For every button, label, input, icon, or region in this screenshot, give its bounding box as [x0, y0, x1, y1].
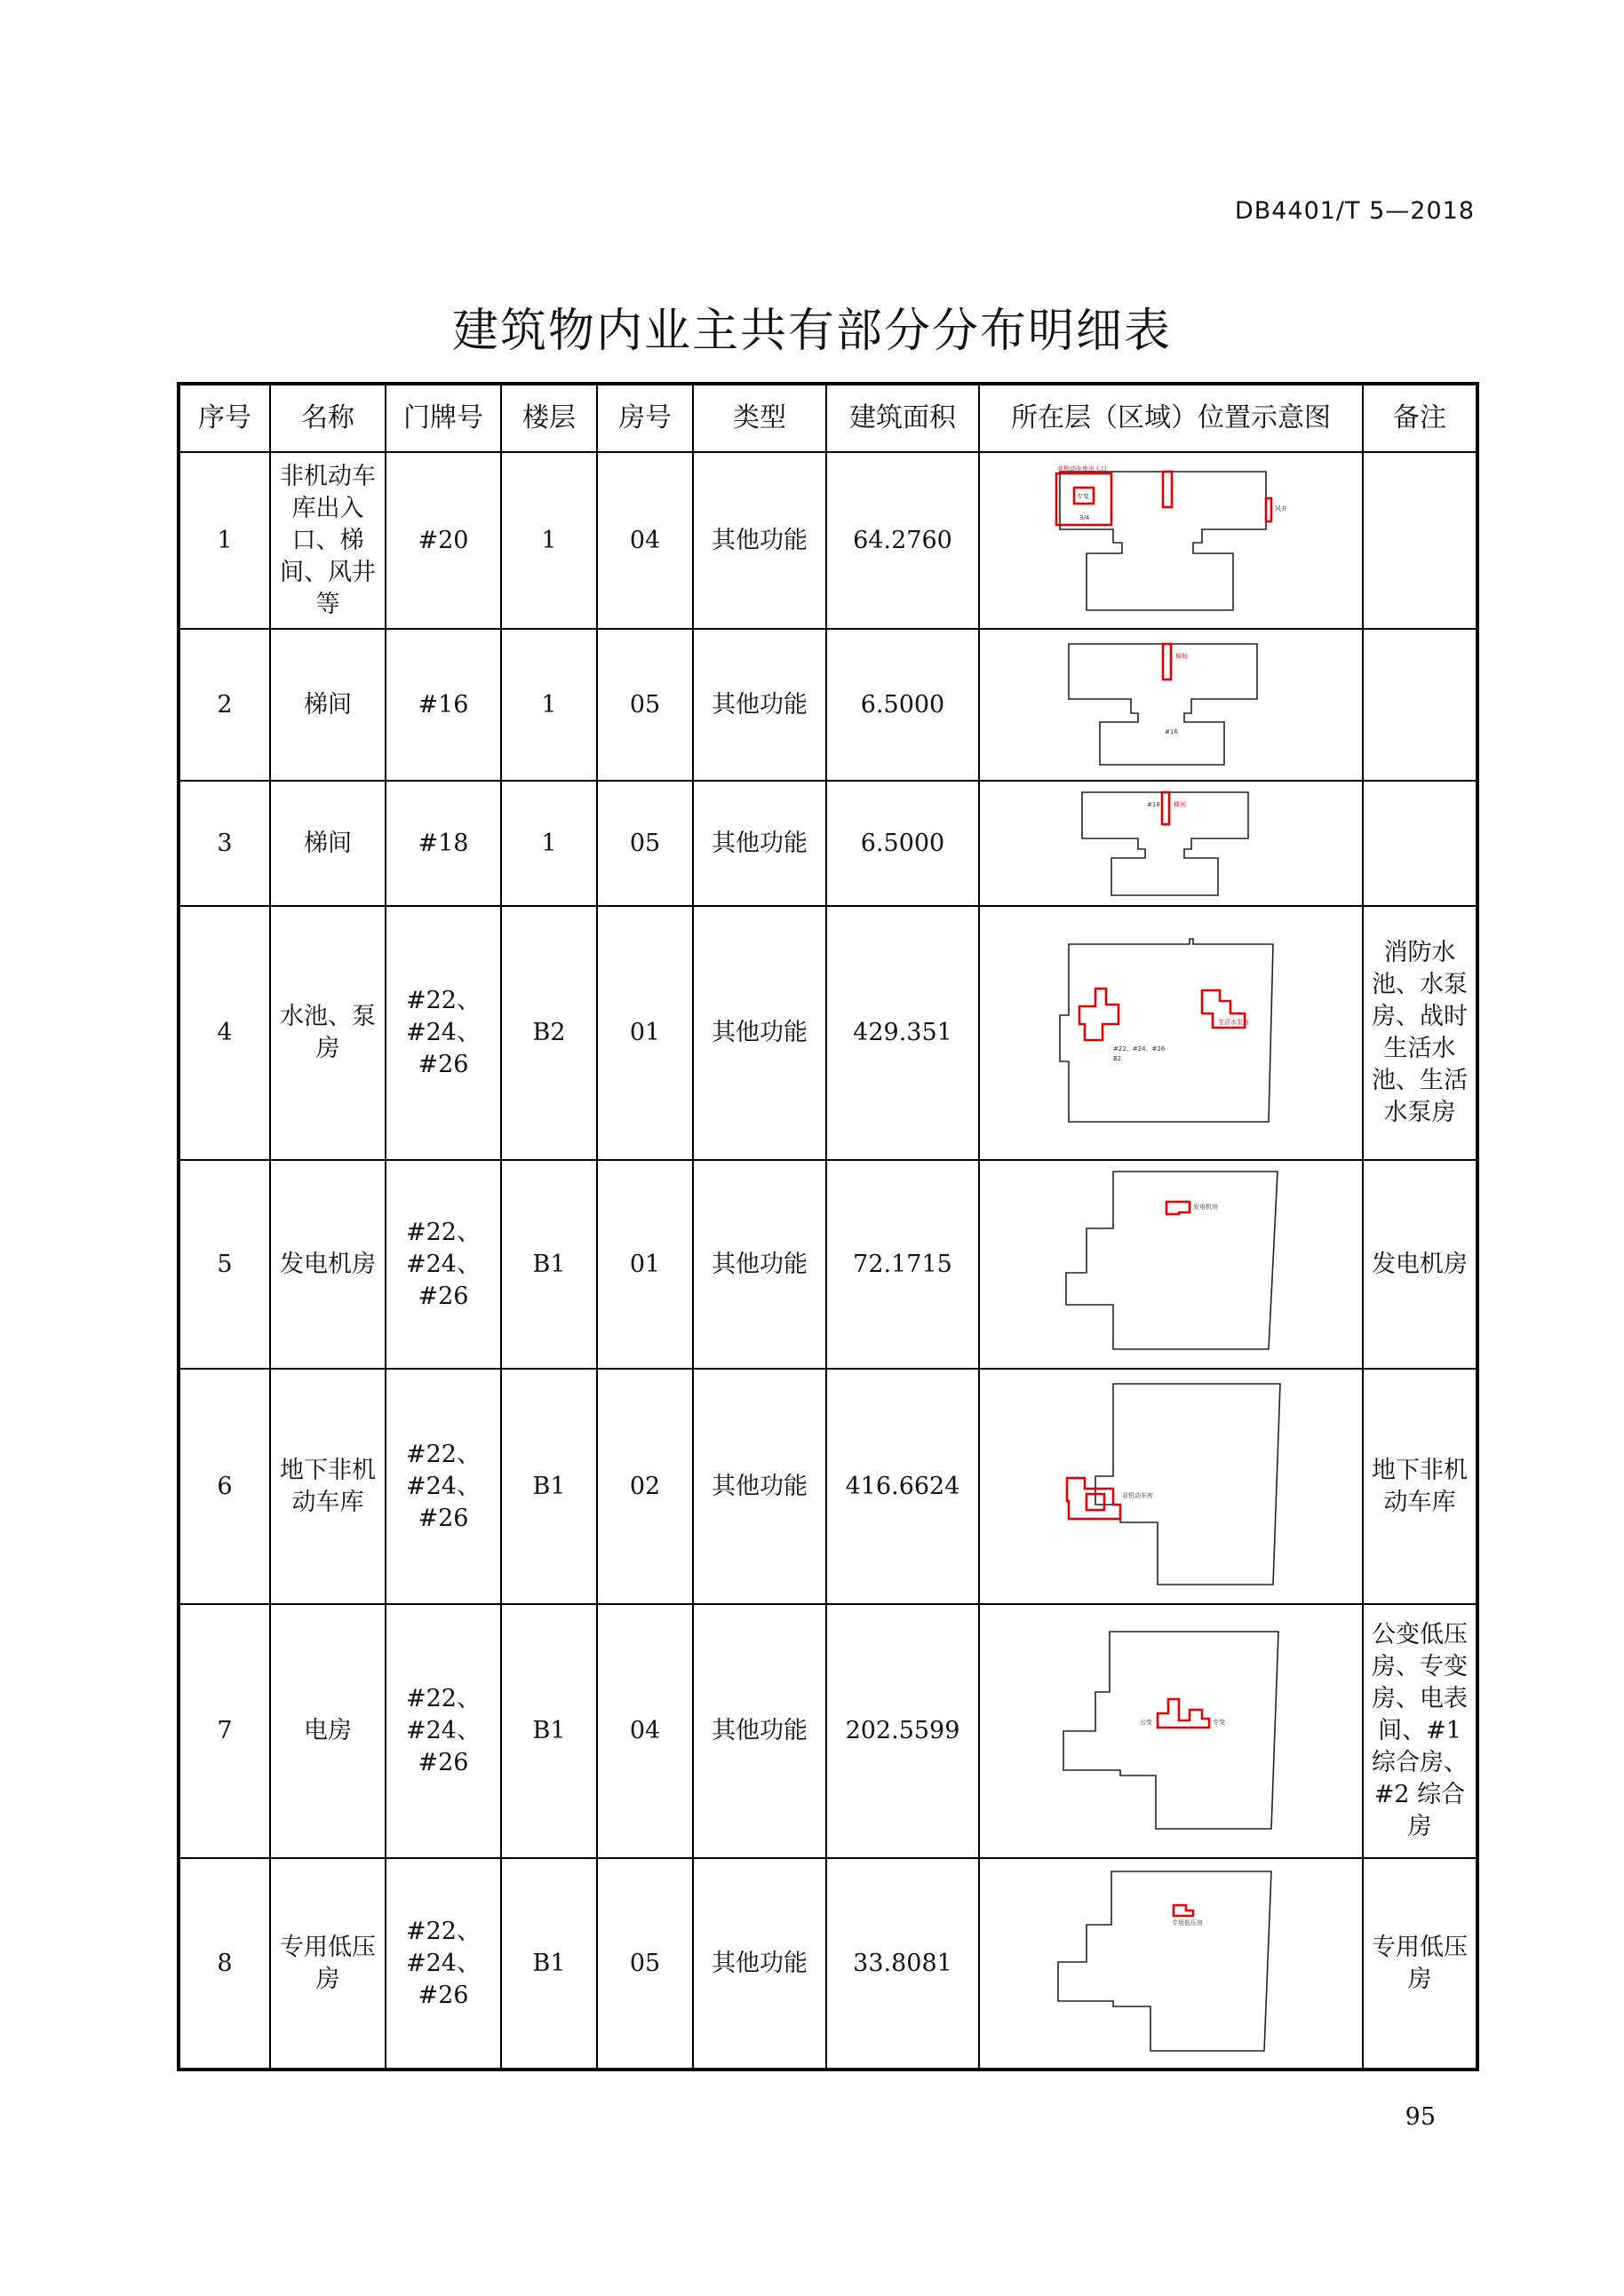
cell-floor: B1 [501, 1369, 597, 1604]
cell-name: 梯间 [270, 629, 386, 781]
cell-room: 05 [597, 781, 693, 906]
table-row [179, 781, 1477, 906]
cell-type: 其他功能 [693, 452, 826, 629]
cell-area: 429.351 [826, 906, 979, 1160]
cell-name: 水池、泵房 [270, 906, 386, 1160]
page-title: 建筑物内业主共有部分分布明细表 [451, 305, 1172, 358]
cell-floor: B1 [501, 1604, 597, 1858]
cell-area: 6.5000 [826, 781, 979, 906]
cell-map [979, 781, 1363, 906]
cell-note: 消防水池、水泵房、战时生活水池、生活水泵房 [1363, 906, 1477, 1160]
table-row [179, 1160, 1477, 1369]
cell-seq: 8 [179, 1858, 270, 2070]
map-label: 梯间 [1174, 800, 1186, 808]
cell-note: 专用低压房 [1363, 1858, 1477, 2070]
table-row [179, 1858, 1477, 2070]
map-label: 公变 [1140, 1719, 1152, 1726]
cell-type: 其他功能 [693, 1369, 826, 1604]
map-label: #16 [1165, 727, 1178, 735]
cell-area: 72.1715 [826, 1160, 979, 1369]
cell-room: 01 [597, 906, 693, 1160]
map-label: #22、#24、#26 [1113, 1045, 1166, 1053]
cell-door: #22、#24、#26 [386, 1858, 501, 2070]
cell-map [979, 1369, 1363, 1604]
map-label: B2 [1113, 1055, 1122, 1062]
cell-map [979, 1858, 1363, 2070]
cell-seq: 6 [179, 1369, 270, 1604]
cell-map [979, 906, 1363, 1160]
detail-table [177, 382, 1479, 2071]
table-row [179, 906, 1477, 1160]
cell-name: 非机动车库出入口、梯间、风井等 [270, 452, 386, 629]
cell-door: #16 [386, 629, 501, 781]
table-header-row [179, 384, 1477, 452]
cell-room: 02 [597, 1369, 693, 1604]
cell-type: 其他功能 [693, 1604, 826, 1858]
cell-type: 其他功能 [693, 1858, 826, 2070]
map-label: 发电机房 [1193, 1203, 1218, 1211]
col-header-note: 备注 [1363, 384, 1477, 452]
cell-map [979, 452, 1363, 629]
cell-floor: 1 [501, 781, 597, 906]
col-header-door: 门牌号 [386, 384, 501, 452]
cell-note [1363, 629, 1477, 781]
map-label: 非机动车库 [1122, 1491, 1153, 1499]
table-row [179, 452, 1477, 629]
col-header-name: 名称 [270, 384, 386, 452]
table-row [179, 1604, 1477, 1858]
floor-plan-diagram [980, 1861, 1362, 2067]
cell-door: #22、#24、#26 [386, 1160, 501, 1369]
cell-door: #20 [386, 452, 501, 629]
cell-door: #18 [386, 781, 501, 906]
cell-room: 04 [597, 1604, 693, 1858]
cell-seq: 4 [179, 906, 270, 1160]
cell-floor: B1 [501, 1858, 597, 2070]
cell-type: 其他功能 [693, 629, 826, 781]
cell-area: 33.8081 [826, 1858, 979, 2070]
cell-map [979, 1160, 1363, 1369]
cell-note [1363, 452, 1477, 629]
col-header-map: 所在层（区域）位置示意图 [979, 384, 1363, 452]
table-row [179, 629, 1477, 781]
cell-seq: 1 [179, 452, 270, 629]
floor-plan-diagram [980, 632, 1362, 779]
cell-floor: B2 [501, 906, 597, 1160]
map-label: 专用低压房 [1172, 1919, 1203, 1927]
cell-type: 其他功能 [693, 1160, 826, 1369]
col-header-seq: 序号 [179, 384, 270, 452]
cell-seq: 7 [179, 1604, 270, 1858]
cell-area: 202.5599 [826, 1604, 979, 1858]
map-label: 风井 [1275, 504, 1287, 512]
col-header-area: 建筑面积 [826, 384, 979, 452]
cell-note: 发电机房 [1363, 1160, 1477, 1369]
map-label: #18 [1147, 800, 1160, 808]
standard-code: DB4401/T 5—2018 [1234, 197, 1475, 225]
col-header-type: 类型 [693, 384, 826, 452]
cell-area: 416.6624 [826, 1369, 979, 1604]
floor-plan-diagram [980, 454, 1362, 628]
map-label: 非机动车库出入口 [1057, 465, 1107, 473]
col-header-room: 房号 [597, 384, 693, 452]
cell-seq: 3 [179, 781, 270, 906]
floor-plan-diagram [980, 1607, 1362, 1855]
cell-name: 地下非机动车库 [270, 1369, 386, 1604]
cell-type: 其他功能 [693, 906, 826, 1160]
cell-floor: 1 [501, 452, 597, 629]
floor-plan-diagram [980, 909, 1362, 1157]
cell-seq: 5 [179, 1160, 270, 1369]
floor-plan-diagram [980, 1371, 1362, 1602]
cell-area: 6.5000 [826, 629, 979, 781]
map-label: 梯间 [1175, 652, 1188, 660]
cell-area: 64.2760 [826, 452, 979, 629]
cell-room: 05 [597, 629, 693, 781]
map-label: 生活水泵房 [1218, 1019, 1249, 1026]
page-number: 95 [1405, 2103, 1436, 2131]
cell-name: 梯间 [270, 781, 386, 906]
cell-room: 01 [597, 1160, 693, 1369]
cell-room: 05 [597, 1858, 693, 2070]
map-label: 专变 [1213, 1719, 1225, 1726]
floor-plan-diagram [980, 783, 1362, 904]
floor-plan-diagram [980, 1163, 1362, 1367]
cell-map [979, 629, 1363, 781]
cell-seq: 2 [179, 629, 270, 781]
col-header-floor: 楼层 [501, 384, 597, 452]
map-label: 3/4 [1079, 513, 1090, 521]
cell-room: 04 [597, 452, 693, 629]
cell-floor: B1 [501, 1160, 597, 1369]
cell-door: #22、#24、#26 [386, 906, 501, 1160]
cell-door: #22、#24、#26 [386, 1604, 501, 1858]
map-label: 专变 [1077, 492, 1089, 500]
cell-door: #22、#24、#26 [386, 1369, 501, 1604]
cell-note: 地下非机动车库 [1363, 1369, 1477, 1604]
cell-floor: 1 [501, 629, 597, 781]
cell-name: 专用低压房 [270, 1858, 386, 2070]
cell-name: 发电机房 [270, 1160, 386, 1369]
cell-note [1363, 781, 1477, 906]
cell-note: 公变低压房、专变房、电表间、#1 综合房、#2 综合房 [1363, 1604, 1477, 1858]
cell-name: 电房 [270, 1604, 386, 1858]
cell-map [979, 1604, 1363, 1858]
table-row [179, 1369, 1477, 1604]
cell-type: 其他功能 [693, 781, 826, 906]
